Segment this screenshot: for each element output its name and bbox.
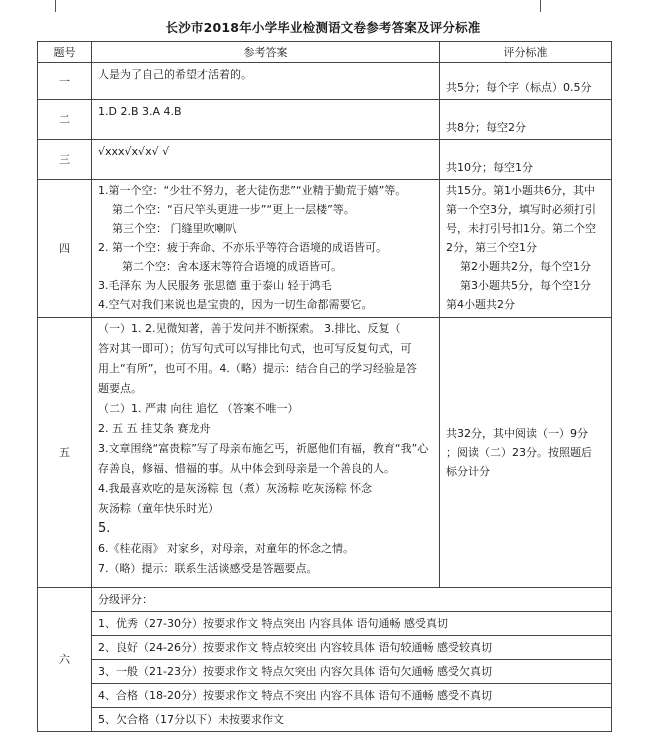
question-number: 六 <box>38 588 92 732</box>
question-number: 三 <box>38 140 92 180</box>
question-number: 四 <box>38 180 92 318</box>
score-cell <box>440 140 612 180</box>
table-row <box>38 588 612 732</box>
score-cell <box>440 100 612 140</box>
answer-line: 3.文章围绕“富贵粽”写了母亲布施乞丐，祈愿他们有福，教育“我”心 <box>98 442 429 455</box>
grading-cell <box>92 588 612 732</box>
header-reference-answer: 参考答案 <box>92 42 440 63</box>
grade-line: 4、合格（18-20分）按要求作文 特点不突出 内容不具体 语句不通畅 感受不真切 <box>92 683 611 707</box>
answer-line: 3.毛泽东 为人民服务 张思德 重于泰山 轻于鸿毛 <box>98 279 332 292</box>
answer-line: 第二个空：舍本逐末等符合语境的成语皆可。 <box>122 260 342 273</box>
answer-cell <box>92 318 440 588</box>
grade-line: 5、欠合格（17分以下）未按要求作文 <box>92 707 611 731</box>
table-header-row <box>38 42 612 63</box>
answer-line: （二）1. 严肃 向往 追忆 （答案不唯一） <box>98 402 299 415</box>
answer-line: 1.D 2.B 3.A 4.B <box>98 105 182 118</box>
score-line: 第4小题共2分 <box>446 298 515 311</box>
score-line: 2分，第三个空1分 <box>446 241 537 254</box>
answer-line: （一）1. 2.见微知著，善于发问并不断探索。 3.排比、反复（ <box>98 322 401 335</box>
score-line: 共10分；每空1分 <box>446 161 533 174</box>
score-line: 第一个空3分，填写时必须打引 <box>446 203 596 216</box>
answer-cell <box>92 100 440 140</box>
answer-line: 6.《桂花雨》 对家乡，对母亲，对童年的怀念之情。 <box>98 542 354 555</box>
crop-mark-right <box>540 0 541 12</box>
table-row <box>38 180 612 318</box>
answer-line: 第二个空：“百尺竿头更进一步”“更上一层楼”等。 <box>112 203 355 216</box>
answer-line: 7.（略）提示：联系生活谈感受是答题要点。 <box>98 562 318 575</box>
score-line: 共15分。第1小题共6分，其中 <box>446 184 595 197</box>
question-number: 一 <box>38 63 92 100</box>
answer-line: 用上“有所”，也可不用。4.（略）提示：结合自己的学习经验是答 <box>98 362 417 375</box>
header-question-number: 题号 <box>38 42 92 63</box>
score-cell <box>440 63 612 100</box>
score-line: 标分计分 <box>446 465 490 478</box>
score-line: 号，未打引号扣1分。第二个空 <box>446 222 596 235</box>
score-line: 第3小题共5分，每个空1分 <box>460 279 591 292</box>
answer-line: 人是为了自己的希望才活着的。 <box>98 68 252 81</box>
answer-line: 答对其一即可）；仿写句式可以写排比句式，也可写反复句式，可 <box>98 342 412 355</box>
table-row <box>38 100 612 140</box>
answer-line: 第三个空： 门缝里吹喇叭 <box>112 222 237 235</box>
answer-line: 存善良，修福、惜福的事。从中体会到母亲是一个善良的人。 <box>98 462 395 475</box>
answer-table <box>37 41 612 732</box>
answer-line: 4.空气对我们来说也是宝贵的，因为一切生命都需要它。 <box>98 298 373 311</box>
answer-line: 5. <box>98 521 111 536</box>
answer-line: 4.我最喜欢吃的是灰汤粽 包（煮）灰汤粽 吃灰汤粽 怀念 <box>98 482 372 495</box>
table-row <box>38 140 612 180</box>
header-scoring-standard: 评分标准 <box>440 42 612 63</box>
document-title: 长沙市2018年小学毕业检测语文卷参考答案及评分标准 <box>165 20 481 35</box>
score-cell <box>440 318 612 588</box>
score-line: 共5分；每个字（标点）0.5分 <box>446 81 592 94</box>
question-number: 二 <box>38 100 92 140</box>
grade-heading: 分级评分： <box>98 593 153 606</box>
answer-line: 1.第一个空：“少壮不努力，老大徒伤悲”“业精于勤荒于嬉”等。 <box>98 184 407 197</box>
score-line: 共8分；每空2分 <box>446 121 526 134</box>
grade-line: 2、良好（24-26分）按要求作文 特点较突出 内容较具体 语句较通畅 感受较真切 <box>92 635 611 659</box>
score-line: ；阅读（二）23分。按照题后 <box>446 446 592 459</box>
answer-line: 2. 第一个空：疲于奔命、不亦乐乎等符合语境的成语皆可。 <box>98 241 387 254</box>
score-line: 共32分，其中阅读（一）9分 <box>446 427 588 440</box>
answer-cell <box>92 180 440 318</box>
answer-line: 灰汤粽（童年快乐时光） <box>98 502 219 515</box>
answer-cell <box>92 140 440 180</box>
answer-line: √xxx√x√x√ √ <box>98 145 170 158</box>
answer-line: 题要点。 <box>98 382 142 395</box>
score-line: 第2小题共2分，每个空1分 <box>460 260 591 273</box>
crop-mark-left <box>55 0 56 12</box>
answer-cell <box>92 63 440 100</box>
question-number: 五 <box>38 318 92 588</box>
table-row <box>38 63 612 100</box>
grade-line: 3、一般（21-23分）按要求作文 特点欠突出 内容欠具体 语句欠通畅 感受欠真切 <box>92 659 611 683</box>
grade-line: 1、优秀（27-30分）按要求作文 特点突出 内容具体 语句通畅 感受真切 <box>92 611 611 635</box>
answer-line: 2. 五 五 挂艾条 赛龙舟 <box>98 422 211 435</box>
score-cell <box>440 180 612 318</box>
table-row <box>38 318 612 588</box>
